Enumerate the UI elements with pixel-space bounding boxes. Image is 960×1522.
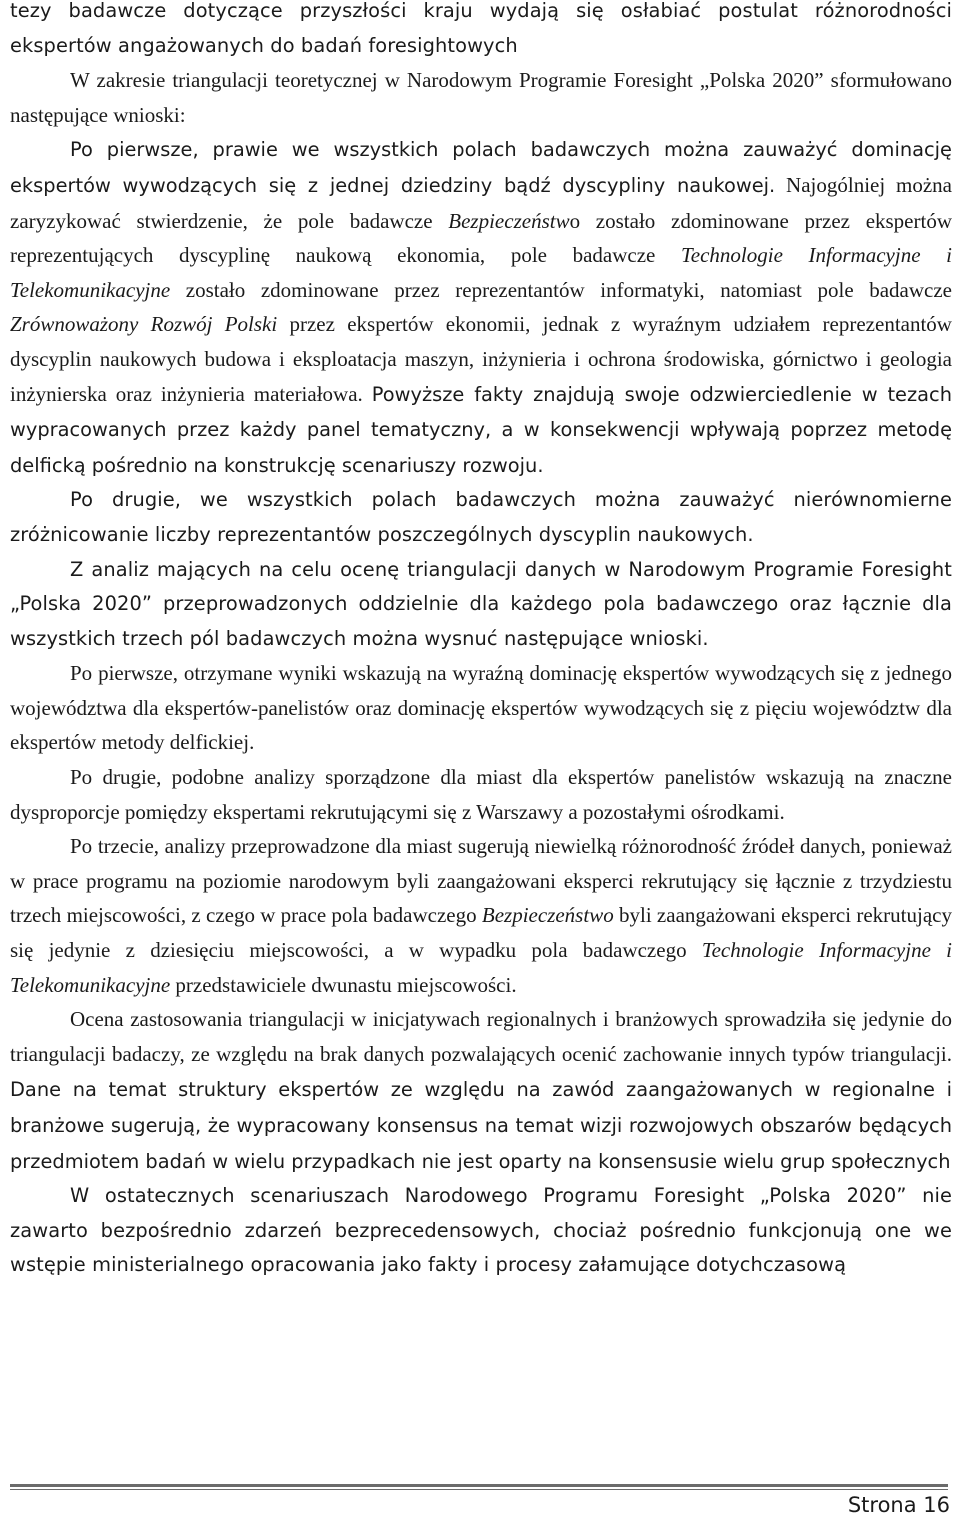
paragraph-3-run-h: przez ekspertów ekonomii, jednak z wyraźnym udziałem reprezentantów dyscyplin naukowych budowa i eksploatacja maszyn, inżynieria i ochrona środowiska, górnictwo i geologia inżynierska oraz inżynieria materiałowa.	[10, 312, 952, 406]
paragraph-3-sans-run: Po pierwsze, prawie we wszystkich polach badawczych można zauważyć dominację ekspertów wywodzących się z jednej dziedziny bądź dyscypliny naukowej.	[10, 138, 952, 197]
paragraph-9	[10, 1002, 952, 1179]
paragraph-5: Z analiz mających na celu ocenę triangulacji danych w Narodowym Programie Foresight „Polska 2020” przeprowadzonych oddzielnie dla każdego pola badawczego oraz łącznie dla wszystkich trzech pól badawczych można wysnuć następujące wnioski.	[10, 557, 952, 650]
paragraph-3-run-f: zostało zdominowane przez reprezentantów informatyki, natomiast pole badawcze	[170, 277, 952, 302]
paragraph-7: Po drugie, podobne analizy sporządzone dla miast dla ekspertów panelistów wskazują na znaczne dysproporcje pomiędzy ekspertami rekrutującymi się z Warszawy a pozostałymi ośrodkami.	[10, 765, 952, 824]
paragraph-3-sans-run-2: Powyższe fakty znajdują swoje odzwierciedlenie w tezach wypracowanych przez każdy panel tematyczny, a w konsekwencji wpływają poprzez metodę delficką pośrednio na konstrukcję scenariuszy rozwoju.	[10, 382, 952, 477]
paragraph-3-italic-security: Bezpieczeństw	[448, 208, 570, 233]
paragraph-10: W ostatecznych scenariuszach Narodowego Programu Foresight „Polska 2020” nie zawarto bezpośrednio zdarzeń bezprecedensowych, chociaż pośrednio funkcjonują one we wstępie ministerialnego opracowania jako fakty i procesy załamujące dotychczasową	[10, 1184, 952, 1277]
paragraph-8-italic-ict: Technologie Informacyjne i Telekomunikacyjne	[10, 938, 952, 997]
paragraph-8-italic-security: Bezpieczeństwo	[481, 903, 614, 928]
paragraph-9-run-a: Ocena zastosowania triangulacji w inicjatywach regionalnych i branżowych sprowadziła się jedynie do triangulacji badaczy, ze względu na brak danych pozwalających ocenić zachowanie innych typów triangulacji.	[10, 1007, 952, 1066]
paragraph-3-run-d: o zostało zdominowane przez ekspertów reprezentujących dyscyplinę naukową ekonomia, pole badawcze	[10, 208, 952, 268]
paragraph-8	[10, 829, 952, 1002]
paragraph-4: Po drugie, we wszystkich polach badawczych można zauważyć nierównomierne zróżnicowanie liczby reprezentantów poszczególnych dyscyplin naukowych.	[10, 488, 952, 546]
page-number: Strona 16	[847, 1493, 950, 1517]
paragraph-3-italic-ict: Technologie Informacyjne i Telekomunikacyjne	[10, 243, 952, 302]
paragraph-2: W zakresie triangulacji teoretycznej w Narodowym Programie Foresight „Polska 2020” sformułowano następujące wnioski:	[10, 68, 952, 127]
paragraph-6: Po pierwsze, otrzymane wyniki wskazują na wyraźną dominację ekspertów wywodzących się z jednego województwa dla ekspertów-panelistów oraz dominację ekspertów wywodzących się z pięciu województw dla ekspertów metody delfickiej.	[10, 661, 952, 755]
paragraph-8-run-c: byli zaangażowani eksperci rekrutujący się jedynie z dziesięciu miejscowości, a w wypadku pola badawczego	[10, 903, 952, 963]
paragraph-3-italic-sustainable: Zrównoważony Rozwój Polski	[10, 312, 278, 337]
paragraph-3-run-b: Najogólniej można zaryzykować stwierdzenie, że pole badawcze	[10, 172, 952, 233]
body-text	[10, 0, 952, 1283]
paragraph-8-run-a: Po trzecie, analizy przeprowadzone dla miast sugerują niewielką różnorodność źródeł danych, ponieważ w prace programu na poziomie narodowym byli zaangażowani eksperci rekrutujący się łącznie z trzydziestu trzech miejscowości, z czego w prace pola badawczego	[10, 834, 952, 928]
paragraph-8-run-e: przedstawiciele dwunastu miejscowości.	[170, 972, 517, 997]
paragraph-9-sans-run: Dane na temat struktury ekspertów ze względu na zawód zaangażowanych w regionalne i branżowe sugerują, że wypracowany konsensus na temat wizji rozwojowych obszarów będących przedmiotem badań w wielu przypadkach nie jest oparty na konsensusie wielu grup społecznych	[10, 1078, 952, 1173]
paragraph-3	[10, 132, 952, 483]
footer-rule	[10, 1484, 948, 1487]
paragraph-1: tezy badawcze dotyczące przyszłości kraju wydają się osłabiać postulat różnorodności ekspertów angażowanych do badań foresightowych	[10, 0, 952, 57]
